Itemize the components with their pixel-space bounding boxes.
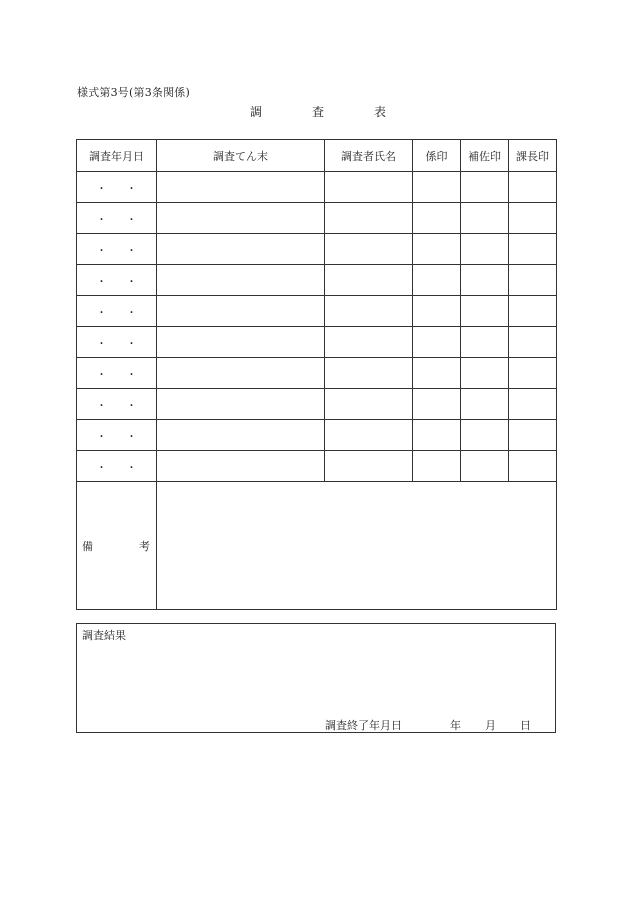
remarks-label-char: 備 bbox=[82, 539, 93, 553]
title-char: 表 bbox=[373, 105, 386, 119]
details-cell[interactable] bbox=[157, 420, 325, 451]
header-staff-seal: 係印 bbox=[413, 140, 461, 172]
table-row bbox=[77, 203, 557, 234]
table-row bbox=[77, 358, 557, 389]
details-cell[interactable] bbox=[157, 172, 325, 203]
date-separator-dot: ・ bbox=[126, 245, 137, 257]
staff-seal-cell[interactable] bbox=[413, 420, 461, 451]
title-char: 調 bbox=[250, 105, 263, 119]
date-cell[interactable] bbox=[77, 172, 157, 203]
table-row bbox=[77, 234, 557, 265]
staff-seal-cell[interactable] bbox=[413, 203, 461, 234]
remarks-row bbox=[77, 482, 557, 610]
table-row bbox=[77, 327, 557, 358]
chief-seal-cell[interactable] bbox=[509, 420, 557, 451]
document-title bbox=[250, 103, 386, 120]
survey-table bbox=[76, 139, 557, 610]
year-unit: 年 bbox=[450, 719, 461, 732]
date-cell[interactable] bbox=[77, 389, 157, 420]
date-separators bbox=[97, 366, 137, 381]
investigator-cell[interactable] bbox=[325, 203, 413, 234]
date-separators bbox=[97, 180, 137, 195]
staff-seal-cell[interactable] bbox=[413, 358, 461, 389]
table-row bbox=[77, 389, 557, 420]
investigator-cell[interactable] bbox=[325, 265, 413, 296]
investigator-cell[interactable] bbox=[325, 296, 413, 327]
details-cell[interactable] bbox=[157, 265, 325, 296]
date-separator-dot: ・ bbox=[96, 338, 107, 350]
assistant-seal-cell[interactable] bbox=[461, 420, 509, 451]
date-separator-dot: ・ bbox=[126, 369, 137, 381]
staff-seal-cell[interactable] bbox=[413, 172, 461, 203]
details-cell[interactable] bbox=[157, 389, 325, 420]
date-separator-dot: ・ bbox=[96, 431, 107, 443]
date-separator-dot: ・ bbox=[126, 400, 137, 412]
date-separators bbox=[97, 459, 137, 474]
header-survey-date: 調査年月日 bbox=[77, 140, 157, 172]
date-cell[interactable] bbox=[77, 420, 157, 451]
chief-seal-cell[interactable] bbox=[509, 451, 557, 482]
staff-seal-cell[interactable] bbox=[413, 389, 461, 420]
table-row bbox=[77, 172, 557, 203]
date-cell[interactable] bbox=[77, 234, 157, 265]
staff-seal-cell[interactable] bbox=[413, 265, 461, 296]
date-separator-dot: ・ bbox=[126, 276, 137, 288]
survey-result-box[interactable] bbox=[76, 623, 556, 733]
staff-seal-cell[interactable] bbox=[413, 327, 461, 358]
assistant-seal-cell[interactable] bbox=[461, 327, 509, 358]
date-separator-dot: ・ bbox=[126, 307, 137, 319]
assistant-seal-cell[interactable] bbox=[461, 389, 509, 420]
date-separator-dot: ・ bbox=[96, 462, 107, 474]
month-unit: 月 bbox=[485, 719, 496, 732]
remarks-label-cell bbox=[77, 482, 157, 610]
header-investigator-name: 調査者氏名 bbox=[325, 140, 413, 172]
details-cell[interactable] bbox=[157, 203, 325, 234]
assistant-seal-cell[interactable] bbox=[461, 296, 509, 327]
assistant-seal-cell[interactable] bbox=[461, 358, 509, 389]
date-separator-dot: ・ bbox=[126, 431, 137, 443]
assistant-seal-cell[interactable] bbox=[461, 451, 509, 482]
header-survey-details: 調査てん末 bbox=[157, 140, 325, 172]
investigator-cell[interactable] bbox=[325, 389, 413, 420]
staff-seal-cell[interactable] bbox=[413, 451, 461, 482]
investigator-cell[interactable] bbox=[325, 420, 413, 451]
assistant-seal-cell[interactable] bbox=[461, 265, 509, 296]
date-separator-dot: ・ bbox=[126, 183, 137, 195]
date-cell[interactable] bbox=[77, 358, 157, 389]
table-row bbox=[77, 296, 557, 327]
table-header-row bbox=[77, 140, 557, 172]
survey-result-label: 調査結果 bbox=[82, 629, 126, 642]
date-separators bbox=[97, 428, 137, 443]
chief-seal-cell[interactable] bbox=[509, 389, 557, 420]
title-char: 査 bbox=[311, 105, 324, 119]
date-separator-dot: ・ bbox=[96, 214, 107, 226]
date-separator-dot: ・ bbox=[96, 276, 107, 288]
date-separators bbox=[97, 211, 137, 226]
day-unit: 日 bbox=[520, 719, 531, 732]
date-separators bbox=[97, 242, 137, 257]
investigator-cell[interactable] bbox=[325, 358, 413, 389]
date-separator-dot: ・ bbox=[96, 307, 107, 319]
chief-seal-cell[interactable] bbox=[509, 296, 557, 327]
header-assistant-seal: 補佐印 bbox=[461, 140, 509, 172]
date-separator-dot: ・ bbox=[126, 462, 137, 474]
chief-seal-cell[interactable] bbox=[509, 234, 557, 265]
date-separators bbox=[97, 397, 137, 412]
date-cell[interactable] bbox=[77, 265, 157, 296]
investigator-cell[interactable] bbox=[325, 172, 413, 203]
details-cell[interactable] bbox=[157, 234, 325, 265]
staff-seal-cell[interactable] bbox=[413, 296, 461, 327]
chief-seal-cell[interactable] bbox=[509, 327, 557, 358]
investigator-cell[interactable] bbox=[325, 451, 413, 482]
investigator-cell[interactable] bbox=[325, 327, 413, 358]
details-cell[interactable] bbox=[157, 358, 325, 389]
survey-end-date bbox=[325, 717, 531, 733]
date-cell[interactable] bbox=[77, 203, 157, 234]
date-separator-dot: ・ bbox=[126, 338, 137, 350]
chief-seal-cell[interactable] bbox=[509, 358, 557, 389]
details-cell[interactable] bbox=[157, 451, 325, 482]
table-row bbox=[77, 451, 557, 482]
date-separator-dot: ・ bbox=[96, 400, 107, 412]
chief-seal-cell[interactable] bbox=[509, 265, 557, 296]
assistant-seal-cell[interactable] bbox=[461, 172, 509, 203]
remarks-label-char: 考 bbox=[139, 539, 150, 553]
date-separator-dot: ・ bbox=[96, 369, 107, 381]
table-row bbox=[77, 265, 557, 296]
date-cell[interactable] bbox=[77, 327, 157, 358]
date-separators bbox=[97, 273, 137, 288]
investigator-cell[interactable] bbox=[325, 234, 413, 265]
assistant-seal-cell[interactable] bbox=[461, 234, 509, 265]
date-separator-dot: ・ bbox=[96, 183, 107, 195]
date-cell[interactable] bbox=[77, 451, 157, 482]
details-cell[interactable] bbox=[157, 296, 325, 327]
table-row bbox=[77, 420, 557, 451]
remarks-field[interactable] bbox=[157, 482, 557, 610]
header-chief-seal: 課長印 bbox=[509, 140, 557, 172]
date-separators bbox=[97, 304, 137, 319]
details-cell[interactable] bbox=[157, 327, 325, 358]
assistant-seal-cell[interactable] bbox=[461, 203, 509, 234]
form-id: 様式第3号(第3条関係) bbox=[77, 86, 190, 99]
date-separator-dot: ・ bbox=[126, 214, 137, 226]
survey-end-date-label: 調査終了年月日 bbox=[325, 719, 402, 732]
date-cell[interactable] bbox=[77, 296, 157, 327]
chief-seal-cell[interactable] bbox=[509, 172, 557, 203]
staff-seal-cell[interactable] bbox=[413, 234, 461, 265]
date-separator-dot: ・ bbox=[96, 245, 107, 257]
date-separators bbox=[97, 335, 137, 350]
chief-seal-cell[interactable] bbox=[509, 203, 557, 234]
